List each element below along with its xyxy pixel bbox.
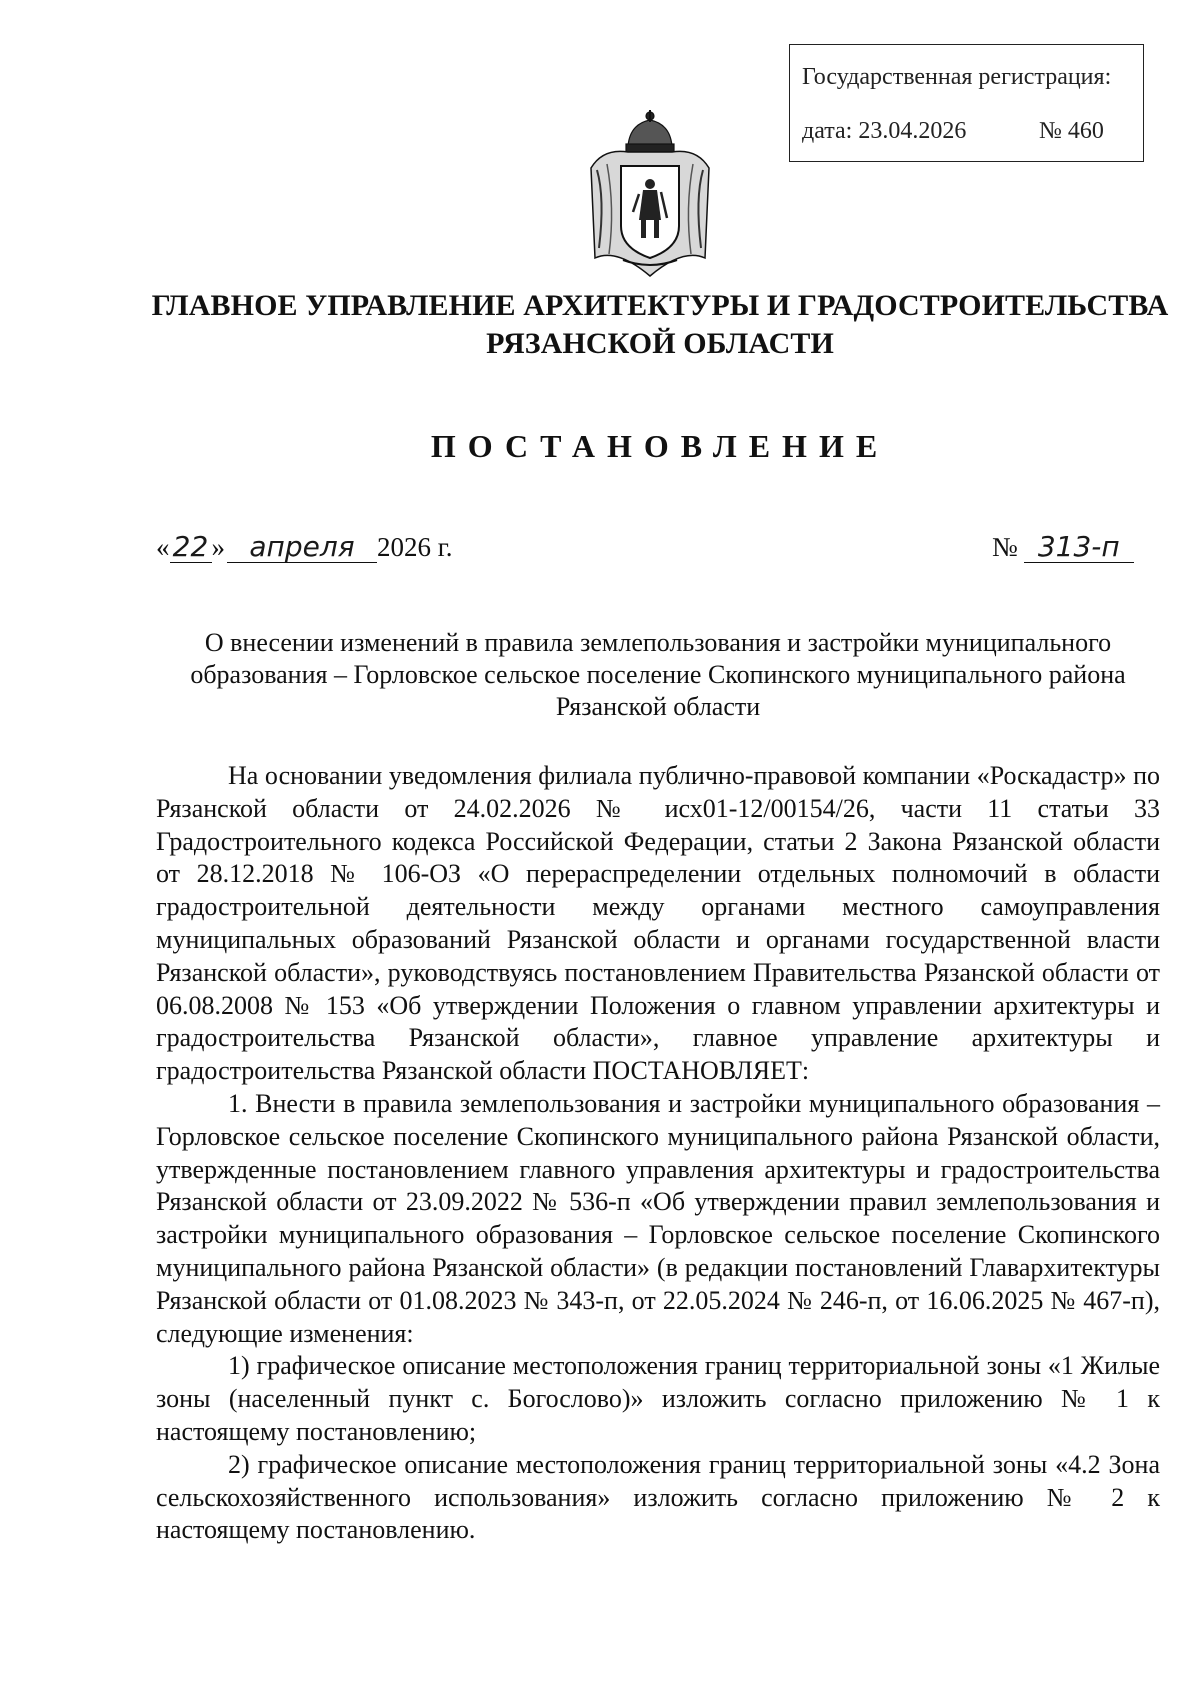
document-number [992, 532, 1134, 563]
date-year: 2026 г. [377, 532, 453, 562]
registration-title: Государственная регистрация: [802, 64, 1112, 90]
document-date [156, 532, 453, 563]
item-1-paragraph: 1. Внести в правила землепользования и застройки муниципального образования – Горловское сельское поселение Скопинского муниципального района Рязанской области, утвержденные постановлением главного управления архитектуры и градостроительства Рязанской области от 23.09.2022 № 536-п «Об утверждении правил землепользования и застройки муниципального образования – Горловское сельское поселение Скопинского муниципального района Рязанской области» (в редакции постановлений Главархитектуры Рязанской области от 01.08.2023 № 343-п, от 22.05.2024 № 246-п, от 16.06.2025 № 467-п), следующие изменения: [156, 1088, 1160, 1348]
date-month-handwritten: апреля [227, 532, 377, 563]
number-handwritten: 313-п [1024, 532, 1134, 563]
date-day-handwritten: 22 [170, 532, 212, 563]
number-label: № [992, 532, 1018, 562]
registration-date: дата: 23.04.2026 [802, 118, 967, 144]
document-type: ПОСТАНОВЛЕНИЕ [430, 428, 890, 464]
organization-name: ГЛАВНОЕ УПРАВЛЕНИЕ АРХИТЕКТУРЫ И ГРАДОСТРОИТЕЛЬСТВА РЯЗАНСКОЙ ОБЛАСТИ [151, 289, 1169, 360]
document-subject: О внесении изменений в правила землепользования и застройки муниципального образования – Горловское сельское поселение Скопинского муниципального района Рязанской области [190, 628, 1126, 721]
preamble-paragraph: На основании уведомления филиала публично-правовой компании «Роскадастр» по Рязанской области от 24.02.2026 № исх01-12/00154/26, части 11 статьи 33 Градостроительного кодекса Российской Федерации, статьи 2 Закона Рязанской области от 28.12.2018 № 106-ОЗ «О перераспределении отдельных полномочий в области градостроительной деятельности между органами местного самоуправления муниципальных образований Рязанской области и органами государственной власти Рязанской области», руководствуясь постановлением Правительства Рязанской области от 06.08.2008 № 153 «Об утверждении Положения о главном управлении архитектуры и градостроительства Рязанской области», главное управление архитектуры и градостроительства Рязанской области ПОСТАНОВЛЯЕТ: [156, 761, 1160, 1086]
registration-stamp [789, 44, 1144, 162]
subitem-2-paragraph: 2) графическое описание местоположения границ территориальной зоны «4.2 Зона сельскохозяйственного использования» изложить согласно приложению № 2 к настоящему постановлению. [156, 1449, 1160, 1545]
document-body [156, 760, 1160, 1547]
ryazan-coat-of-arms-icon [583, 108, 717, 280]
registration-number: № 460 [1039, 118, 1104, 144]
date-close-quote: » [211, 532, 225, 562]
date-open-quote: « [156, 532, 170, 562]
subitem-1-paragraph: 1) графическое описание местоположения границ территориальной зоны «1 Жилые зоны (населенный пункт с. Богослово)» изложить согласно приложению № 1 к настоящему постановлению; [156, 1351, 1160, 1446]
